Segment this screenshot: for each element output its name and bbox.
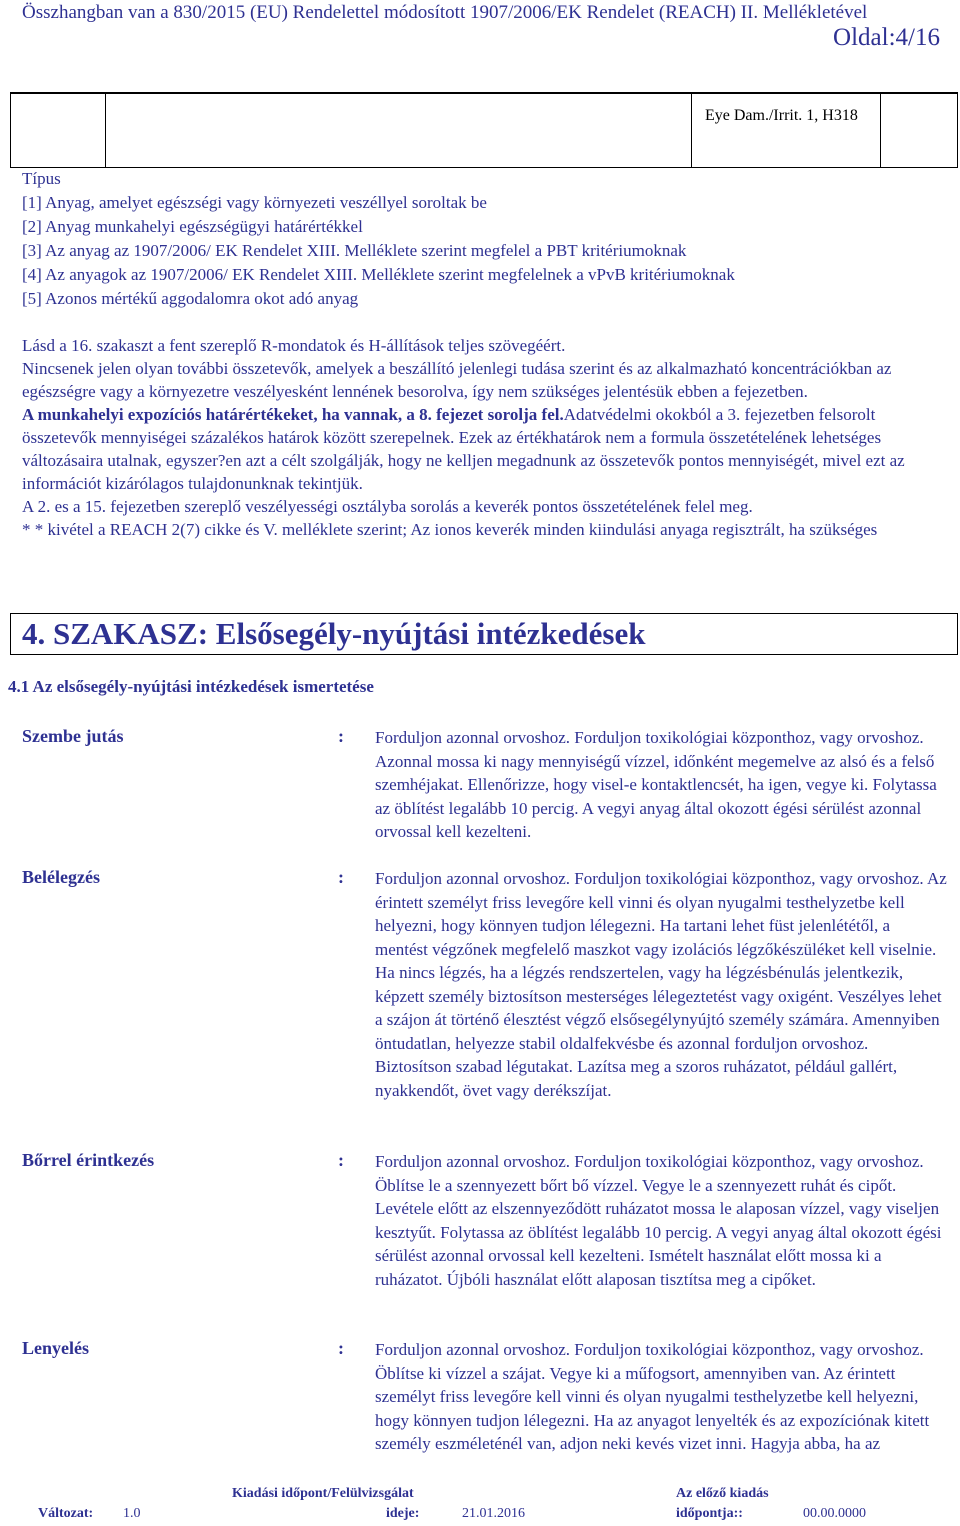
footer-issue-label-2: ideje: <box>386 1506 420 1521</box>
type-heading: Típus <box>22 169 61 188</box>
reach-note: * * kivétel a REACH 2(7) cikke és V. melléklete szerint; Az ionos keverék minden kiindulási anyaga regisztrált, ha szükséges <box>22 520 878 539</box>
footer-prev-value: 00.00.0000 <box>803 1506 866 1521</box>
first-aid-colon: : <box>338 867 344 887</box>
type-item: [1] Anyag, amelyet egészségi vagy környezeti veszéllyel soroltak be <box>22 193 487 212</box>
see-section-note: Lásd a 16. szakaszt a fent szereplő R-mondatok és H-állítások teljes szövegéért. <box>22 336 566 355</box>
composition-table-fragment <box>10 92 958 168</box>
exposure-bold: A munkahelyi expozíciós határértékeket, ha vannak, a 8. fejezet sorolja fel. <box>22 405 564 424</box>
first-aid-label-ingestion: Lenyelés <box>22 1338 89 1358</box>
data-protection-note: Adatvédelmi okokból a 3. fejezetben felsorolt összetevők mennyiségei százalékos határok között szerepelnek. Ezek az értékhatárok nem a formula összetételének lehetséges változásaira utalnak, egyszer?en azt a célt szolgálják, hogy ne kelljen megadnunk az összetevők pontos mennyiségét, mivel ezt az információt kizárólagos tulajdonunknak tekintjük. <box>22 405 905 493</box>
classification-cell: Eye Dam./Irrit. 1, H318 <box>705 107 858 124</box>
type-legend <box>22 167 735 311</box>
page-label: Oldal: <box>833 24 896 51</box>
first-aid-text-eye: Forduljon azonnal orvoshoz. Forduljon toxikológiai központhoz, vagy orvoshoz. Azonnal mossa ki nagy mennyiségű vízzel, időnként megemelve az alsó és a felső szemhéjakat. Ellenőrizze, hogy visel-e kontaktlencsét, ha igen, vegye ki. Folytassa az öblítést legalább 10 percig. A vegyi anyag által okozott égési sérülést azonnal orvossal kell kezelteni. <box>375 728 937 841</box>
footer-issue-label: Kiadási időpont/Felülvizsgálat <box>232 1486 414 1501</box>
first-aid-colon: : <box>338 1150 344 1170</box>
footer-issue-value: 21.01.2016 <box>462 1506 525 1521</box>
composition-notes <box>22 334 947 541</box>
footer-version-label: Változat: <box>38 1506 94 1521</box>
first-aid-label-skin: Bőrrel érintkezés <box>22 1150 155 1170</box>
first-aid-colon: : <box>338 726 344 746</box>
document-header: Összhangban van a 830/2015 (EU) Rendelettel módosított 1907/2006/EK Rendelet (REACH) II. Mellékletével <box>22 2 868 23</box>
first-aid-text-ingestion: Forduljon azonnal orvoshoz. Forduljon toxikológiai központhoz, vagy orvoshoz. Öblítse ki vízzel a szájat. Vegye ki a műfogsort, amennyiben van. Az érintett személyt friss levegőre kell vinni és olyan nyugalmi testhelyzetbe kell helyezni, hogy könnyen tudjon lélegezni. Ha az anyagot lenyelték és az expozíciónak kitett személy eszméleténél van, adjon neki kevés vizet inni. Hagyja abba, ha az <box>375 1340 930 1453</box>
first-aid-label-inhalation: Belélegzés <box>22 867 100 887</box>
exposure-note <box>22 403 947 495</box>
page-number: 4/16 <box>895 24 940 51</box>
type-item: [5] Azonos mértékű aggodalomra okot adó anyag <box>22 289 359 308</box>
type-item: [3] Az anyag az 1907/2006/ EK Rendelet XIII. Melléklete szerint megfelel a PBT kritériumoknak <box>22 241 687 260</box>
footer-prev-label-2: időpontja:: <box>676 1506 743 1521</box>
first-aid-label-eye: Szembe jutás <box>22 726 124 746</box>
footer-version-value: 1.0 <box>123 1506 141 1521</box>
type-item: [2] Anyag munkahelyi egészségügyi határértékkel <box>22 217 363 236</box>
first-aid-text-inhalation: Forduljon azonnal orvoshoz. Forduljon toxikológiai központhoz, vagy orvoshoz. Az érintett személyt friss levegőre kell vinni és olyan nyugalmi testhelyzetbe kell helyezni, hogy könnyen tudjon lélegezni. Ha tartani lehet füst jelenlététől, a mentést végzőnek megfelelő maszkot vagy izolációs légzőkészüléket kell viselnie. Ha nincs légzés, ha a légzés rendszertelen, vagy ha légzésbénulás jelentkezik, képzett személy biztosítson mesterséges lélegeztetést vagy oxigént. Veszélyes lehet a szájon át történő élesztést végző elsősegélynyújtó személy számára. Amennyiben öntudatlan, helyezze stabil oldalfekvésbe és azonnal forduljon orvoshoz. Biztosítson szabad légutakat. Lazítsa meg a szoros ruházatot, például gallért, nyakkendőt, övet vagy derékszíjat. <box>375 869 947 1100</box>
no-other-ingredients-note: Nincsenek jelen olyan további összetevők, amelyek a beszállító jelenlegi tudása szerint és az alkalmazható koncentrációkban az egészségre vagy a környezetre veszélyesként lennének besorolva, így nem szükséges jelentésük ebben a fejezetben. <box>22 359 892 401</box>
subsection-4-1 <box>8 677 374 697</box>
footer-prev-label: Az előző kiadás <box>676 1486 769 1501</box>
section-4-heading: 4. SZAKASZ: Elsősegély-nyújtási intézkedések <box>10 613 958 655</box>
subsection-title: Az elsősegély-nyújtási intézkedések ismertetése <box>29 677 374 696</box>
first-aid-colon: : <box>338 1338 344 1358</box>
page-indicator <box>833 24 940 52</box>
type-item: [4] Az anyagok az 1907/2006/ EK Rendelet XIII. Melléklete szerint megfelelnek a vPvB kritériumoknak <box>22 265 735 284</box>
first-aid-text-skin: Forduljon azonnal orvoshoz. Forduljon toxikológiai központhoz, vagy orvoshoz. Öblítse le a szennyezett bőrt bő vízzel. Vegye le a szennyezett ruhát és cipőt. Levétele előtt az elszennyeződött ruházatot mossa le alaposan vízzel, vagy viseljen kesztyűt. Folytassa az öblítést legalább 10 percig. A vegyi anyag által okozott égési sérülést azonnal orvossal kell kezelteni. Ismételt használat előtt mossa ki a ruházatot. Újbóli használat előtt alaposan tisztítsa meg a cipőket. <box>375 1152 942 1289</box>
classification-note: A 2. es a 15. fejezetben szereplő veszélyességi osztályba sorolás a keverék pontos összetételének felel meg. <box>22 497 753 516</box>
subsection-number: 4.1 <box>8 677 30 696</box>
